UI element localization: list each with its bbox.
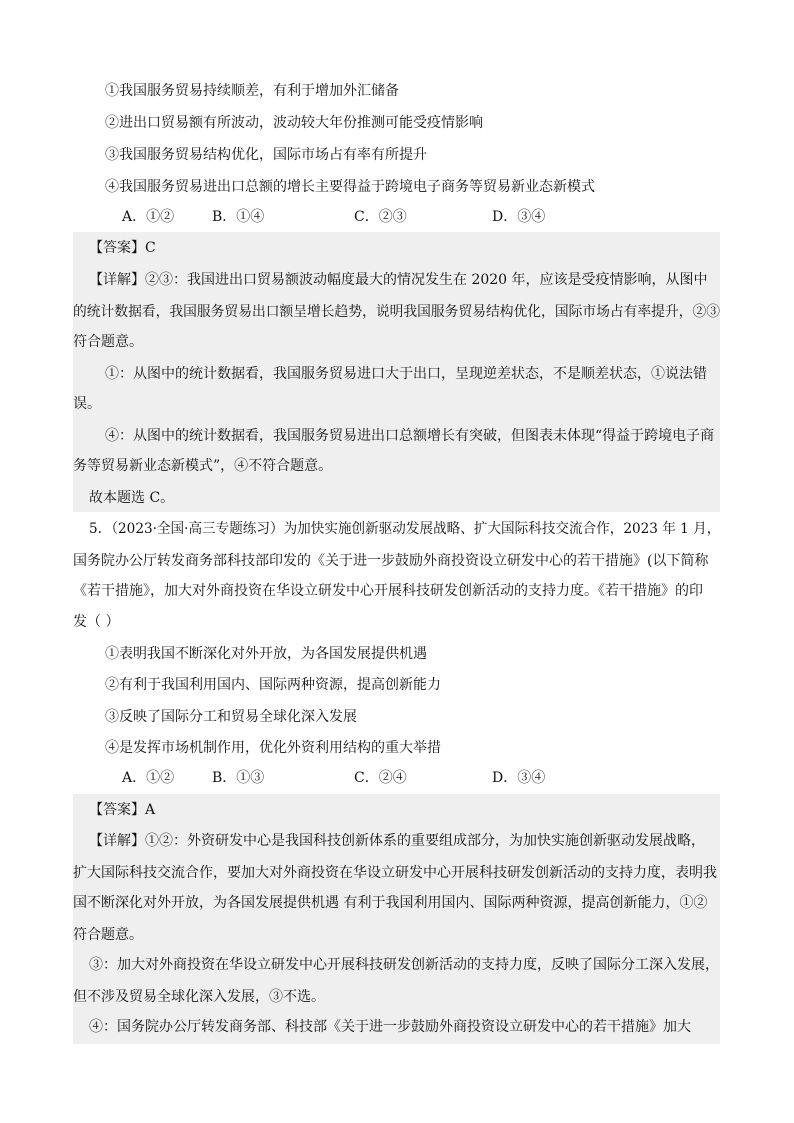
q5-option-b: B．①③ xyxy=(212,770,265,786)
q4-option-b: B．①④ xyxy=(212,209,265,225)
q4-explain-line-2: 的统计数据看，我国服务贸易出口额呈增长趋势，说明我国服务贸易结构优化，国际市场占有率提升，②③ xyxy=(73,304,721,320)
q4-explain-line-8: 故本题选 C。 xyxy=(89,490,175,506)
q5-statement-4: ④是发挥市场机制作用，优化外资利用结构的重大举措 xyxy=(105,740,441,756)
q4-statement-3: ③我国服务贸易结构优化，国际市场占有率有所提升 xyxy=(105,147,427,163)
q4-explain-line-1: 【详解】②③：我国进出口贸易额波动幅度最大的情况发生在 2020 年，应该是受疫情影响，从图中 xyxy=(89,272,708,288)
q5-option-d: D．③④ xyxy=(492,770,546,786)
q4-explain-line-3: 符合题意。 xyxy=(73,334,143,350)
q5-stem-line-3: 《若干措施》，加大对外商投资在华设立研发中心开展科技研发创新活动的支持力度。《若干措施》的印 xyxy=(73,583,703,599)
q5-statement-3: ③反映了国际分工和贸易全球化深入发展 xyxy=(105,709,357,725)
q4-explain-line-4: ①：从图中的统计数据看，我国服务贸易进口大于出口，呈现逆差状态，不是顺差状态，①说法错 xyxy=(105,366,707,382)
q4-statement-2: ②进出口贸易额有所波动，波动较大年份推测可能受疫情影响 xyxy=(105,115,483,131)
q5-statement-2: ②有利于我国利用国内、国际两种资源，提高创新能力 xyxy=(105,677,441,693)
q5-stem-line-4: 发（ ） xyxy=(73,614,120,630)
q4-explain-line-6: ④：从图中的统计数据看，我国服务贸易进出口总额增长有突破，但图表未体现“得益于跨境电子商 xyxy=(105,428,715,444)
q4-option-d: D．③④ xyxy=(492,209,546,225)
q5-option-a: A．①② xyxy=(122,770,175,786)
q5-option-c: C．②④ xyxy=(354,770,407,786)
q4-option-c: C．②③ xyxy=(354,209,407,225)
q4-statement-4: ④我国服务贸易进出口总额的增长主要得益于跨境电子商务等贸易新业态新模式 xyxy=(105,179,595,195)
q5-stem-line-2: 国务院办公厅转发商务部科技部印发的《关于进一步鼓励外商投资设立研发中心的若干措施》(以下简称 xyxy=(73,553,709,569)
q4-explain-line-5: 误。 xyxy=(73,396,101,412)
q4-explain-line-7: 务等贸易新业态新模式”，④不符合题意。 xyxy=(73,458,333,474)
q5-stem-line-1: 5．（2023·全国·高三专题练习）为加快实施创新驱动发展战略、扩大国际科技交流合作，2023 年 1 月， xyxy=(89,521,721,537)
q4-answer: 【答案】C xyxy=(89,240,156,256)
q5-explain-line-3: 国不断深化对外开放，为各国发展提供机遇 有利于我国利用国内、国际两种资源，提高创新能力，①② xyxy=(73,895,708,911)
q5-explain-line-4: 符合题意。 xyxy=(73,927,143,943)
q4-option-a: A．①② xyxy=(122,209,175,225)
q5-answer: 【答案】A xyxy=(89,802,156,818)
q5-explain-line-5: ③：加大对外商投资在华设立研发中心开展科技研发创新活动的支持力度，反映了国际分工深入发展， xyxy=(89,957,719,973)
q4-statement-1: ①我国服务贸易持续顺差，有利于增加外汇储备 xyxy=(105,83,399,99)
q5-explain-line-2: 扩大国际科技交流合作，要加大对外商投资在华设立研发中心开展科技研发创新活动的支持力度，表明我 xyxy=(73,865,717,881)
q5-explain-line-7: ④：国务院办公厅转发商务部、科技部《关于进一步鼓励外商投资设立研发中心的若干措施》加大 xyxy=(89,1019,691,1035)
q5-statement-1: ①表明我国不断深化对外开放，为各国发展提供机遇 xyxy=(105,646,427,662)
q5-explain-line-6: 但不涉及贸易全球化深入发展，③不选。 xyxy=(73,989,325,1005)
q5-explain-line-1: 【详解】①②：外资研发中心是我国科技创新体系的重要组成部分，为加快实施创新驱动发展战略， xyxy=(89,833,705,849)
